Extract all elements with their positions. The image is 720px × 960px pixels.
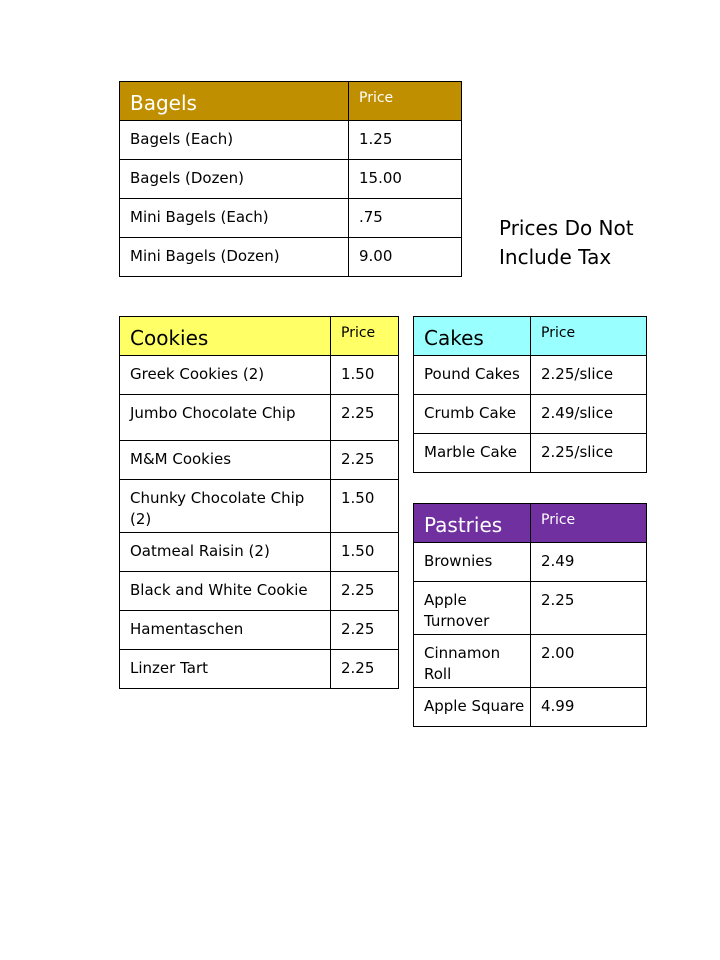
- item-price: 2.25: [331, 395, 399, 441]
- item-name: Cinnamon Roll: [414, 635, 531, 688]
- item-name: Bagels (Dozen): [120, 160, 349, 199]
- item-name: Apple Square: [414, 688, 531, 727]
- item-price: 15.00: [349, 160, 462, 199]
- item-price: 9.00: [349, 238, 462, 277]
- item-name: Linzer Tart: [120, 650, 331, 689]
- bagels-title: Bagels: [120, 82, 349, 121]
- cookies-price-header: Price: [331, 317, 399, 356]
- cakes-price-header: Price: [531, 317, 647, 356]
- item-price: 1.50: [331, 356, 399, 395]
- item-name: Jumbo Chocolate Chip: [120, 395, 331, 441]
- item-name: Bagels (Each): [120, 121, 349, 160]
- item-name: Pound Cakes: [414, 356, 531, 395]
- cookies-price-table: [119, 316, 399, 689]
- table-row: [120, 160, 462, 199]
- item-name: M&M Cookies: [120, 441, 331, 480]
- table-row: [120, 572, 399, 611]
- item-price: 1.25: [349, 121, 462, 160]
- table-row: [120, 121, 462, 160]
- table-row: [120, 356, 399, 395]
- item-price: 2.25: [331, 611, 399, 650]
- table-row: [120, 533, 399, 572]
- pastries-price-table: [413, 503, 647, 727]
- tax-note: [499, 214, 679, 272]
- item-price: 1.50: [331, 533, 399, 572]
- item-name: Black and White Cookie: [120, 572, 331, 611]
- item-name: Apple Turnover: [414, 582, 531, 635]
- item-price: 2.49/slice: [531, 395, 647, 434]
- item-price: 2.00: [531, 635, 647, 688]
- item-price: 2.25: [331, 650, 399, 689]
- item-name: Chunky Chocolate Chip (2): [120, 480, 331, 533]
- item-price: 2.49: [531, 543, 647, 582]
- table-row: [414, 543, 647, 582]
- item-price: .75: [349, 199, 462, 238]
- table-row: [414, 688, 647, 727]
- table-row: [414, 635, 647, 688]
- item-price: 2.25: [331, 441, 399, 480]
- item-name: Brownies: [414, 543, 531, 582]
- cakes-price-table: [413, 316, 647, 473]
- table-row: [120, 480, 399, 533]
- item-price: 2.25: [531, 582, 647, 635]
- table-row: [120, 199, 462, 238]
- bagels-price-header: Price: [349, 82, 462, 121]
- tax-note-line-1: Prices Do Not: [499, 216, 634, 240]
- item-price: 2.25/slice: [531, 434, 647, 473]
- table-row: [414, 356, 647, 395]
- pastries-title: Pastries: [414, 504, 531, 543]
- pastries-price-header: Price: [531, 504, 647, 543]
- item-price: 1.50: [331, 480, 399, 533]
- item-name: Oatmeal Raisin (2): [120, 533, 331, 572]
- table-row: [120, 650, 399, 689]
- table-row: [120, 441, 399, 480]
- table-row: [120, 611, 399, 650]
- item-name: Hamentaschen: [120, 611, 331, 650]
- cakes-title: Cakes: [414, 317, 531, 356]
- table-row: [120, 395, 399, 441]
- table-row: [414, 395, 647, 434]
- table-row: [120, 238, 462, 277]
- item-price: 4.99: [531, 688, 647, 727]
- item-name: Crumb Cake: [414, 395, 531, 434]
- cookies-title: Cookies: [120, 317, 331, 356]
- item-name: Mini Bagels (Each): [120, 199, 349, 238]
- item-price: 2.25/slice: [531, 356, 647, 395]
- item-name: Marble Cake: [414, 434, 531, 473]
- item-name: Greek Cookies (2): [120, 356, 331, 395]
- table-row: [414, 582, 647, 635]
- tax-note-line-2: Include Tax: [499, 245, 612, 269]
- item-name: Mini Bagels (Dozen): [120, 238, 349, 277]
- item-price: 2.25: [331, 572, 399, 611]
- table-row: [414, 434, 647, 473]
- bagels-price-table: [119, 81, 462, 277]
